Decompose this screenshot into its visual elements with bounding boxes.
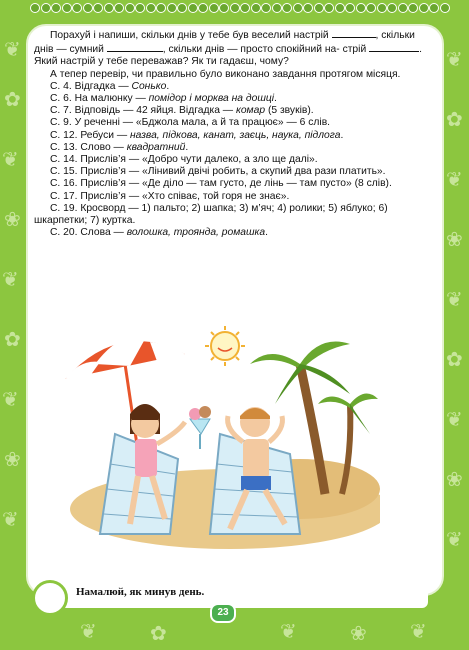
answer-italic: квадратний (126, 141, 186, 153)
answer-label: С. 20. Слова — (50, 227, 127, 239)
leaf-icon: ✿ (446, 349, 463, 371)
leaf-icon: ✿ (446, 109, 463, 131)
answer-rest: . (166, 80, 170, 92)
binder-ring (366, 3, 376, 13)
binder-ring (377, 3, 387, 13)
leaf-icon: ❦ (2, 509, 19, 531)
leaf-icon: ❀ (4, 449, 21, 471)
binder-ring (62, 3, 72, 13)
binder-ring (303, 3, 313, 13)
leaf-icon: ❦ (2, 149, 19, 171)
binder-ring (104, 3, 114, 13)
binder-ring (156, 3, 166, 13)
answer-label: С. 16. Прислів’я — «Де діло — там густо, де лінь — там пусто» (8 слів). (50, 178, 392, 190)
binder-ring (114, 3, 124, 13)
leaf-icon: ❀ (446, 469, 463, 491)
binder-ring (345, 3, 355, 13)
leaf-icon: ❦ (2, 269, 19, 291)
answer-line (34, 142, 428, 154)
leaf-icon: ❦ (446, 49, 463, 71)
leaf-icon: ❀ (446, 229, 463, 251)
leaf-icon: ❀ (350, 623, 367, 645)
drawing-circle[interactable] (32, 580, 68, 616)
answer-line (34, 93, 428, 105)
ring-binder (0, 0, 469, 16)
answer-line (34, 105, 428, 117)
binder-ring (219, 3, 229, 13)
answer-label: С. 12. Ребуси — (50, 129, 130, 141)
binder-ring (440, 3, 450, 13)
intro-line2a: скільки днів — сумний (34, 30, 415, 56)
leaf-icon: ❀ (4, 209, 21, 231)
binder-ring (209, 3, 219, 13)
leaf-icon: ✿ (4, 89, 21, 111)
answer-italic: волошка, троянда, ромашка (126, 227, 266, 239)
binder-ring (188, 3, 198, 13)
binder-ring (408, 3, 418, 13)
leaf-icon: ❦ (80, 621, 97, 643)
binder-ring (146, 3, 156, 13)
binder-ring (240, 3, 250, 13)
answer-line (34, 178, 428, 190)
binder-ring (177, 3, 187, 13)
answer-line (34, 203, 428, 227)
answer-line (34, 227, 428, 239)
leaf-icon: ❦ (446, 289, 463, 311)
binder-ring (293, 3, 303, 13)
binder-ring (272, 3, 282, 13)
leaf-icon: ❦ (2, 389, 19, 411)
answer-line (34, 191, 428, 203)
answer-line (34, 81, 428, 93)
answer-label: С. 14. Прислів’я — «Добро чути далеко, а зло ще далі». (50, 154, 318, 166)
leaf-icon: ❦ (446, 529, 463, 551)
answer-italic: Сонько (131, 80, 167, 92)
answer-label: С. 4. Відгадка — (50, 80, 132, 92)
body-text (34, 28, 428, 239)
binder-ring (251, 3, 261, 13)
answer-italic: помідор і морква на дошці (148, 93, 275, 105)
binder-ring (261, 3, 271, 13)
leaf-icon: ❦ (4, 39, 21, 61)
answer-blank[interactable] (332, 28, 376, 38)
binder-ring (419, 3, 429, 13)
leaf-icon: ❦ (410, 621, 427, 643)
leaf-icon: ✿ (150, 623, 167, 645)
answer-blank[interactable] (369, 42, 419, 52)
binder-ring (335, 3, 345, 13)
answer-label: С. 9. У реченні — «Бджола мала, а й та працює» — 6 слів. (50, 117, 331, 129)
answer-line (34, 154, 428, 166)
answer-label: С. 17. Прислів’я — «Хто співає, той горя не знає». (50, 190, 290, 202)
answer-rest: . (265, 227, 269, 239)
beach-illustration (60, 324, 380, 554)
binder-ring (83, 3, 93, 13)
answers-list (34, 81, 428, 240)
binder-ring (198, 3, 208, 13)
binder-ring (135, 3, 145, 13)
binder-ring (314, 3, 324, 13)
page-number-badge: 23 (210, 603, 236, 623)
leaf-icon: ❦ (446, 169, 463, 191)
answer-label: С. 15. Прислів’я — «Лінивий двічі робить, а скупий два рази платить». (50, 166, 386, 178)
answer-rest: . (274, 93, 277, 105)
binder-ring (93, 3, 103, 13)
binder-ring (324, 3, 334, 13)
binder-ring (72, 3, 82, 13)
binder-ring (41, 3, 51, 13)
answer-rest: . (340, 129, 344, 141)
answer-label: С. 19. Кросворд — 1) пальто; 2) шапка; 3) м’яч; 4) ролики; 5) яблуко; 6) шкарпетки; 7) куртка. (34, 202, 388, 227)
binder-ring (387, 3, 397, 13)
answer-rest: (5 звуків). (265, 105, 314, 117)
binder-ring (282, 3, 292, 13)
answer-line (34, 130, 428, 142)
footer-caption-bar (38, 578, 428, 608)
leaf-icon: ❦ (280, 621, 297, 643)
answer-rest: . (185, 141, 189, 153)
binder-ring (429, 3, 439, 13)
intro-line3b: . Який настрій у тебе переважав? Як ти гадаєш, чому? (34, 44, 422, 68)
leaf-icon: ✿ (4, 329, 21, 351)
ice-cream-icon (189, 406, 211, 449)
intro-line1: Порахуй і напиши, скільки днів у тебе був веселий настрій (50, 30, 329, 41)
check-intro: А тепер перевір, чи правильно було виконано завдання протягом місяця. (50, 68, 401, 80)
answer-line (34, 117, 428, 129)
intro-paragraph: Порахуй і напиши, скільки днів у тебе був веселий настрій , скільки днів — сумний , скільки днів — просто спокійний на- стрій . Який настрій у тебе переважав? Як ти гадаєш, чому? (34, 30, 422, 68)
answer-label: С. 7. Відповідь — 42 яйця. Відгадка — (50, 105, 236, 117)
binder-ring (125, 3, 135, 13)
footer-caption: Намалюй, як минув день. (76, 586, 205, 598)
binder-ring (30, 3, 40, 13)
binder-ring (167, 3, 177, 13)
binder-ring (230, 3, 240, 13)
binder-ring (356, 3, 366, 13)
answer-line (34, 166, 428, 178)
intro-line2b: , скільки днів — просто спокійний на- (162, 44, 340, 56)
leaf-icon: ❦ (446, 409, 463, 431)
intro-line3a: стрій (342, 44, 367, 56)
binder-ring (51, 3, 61, 13)
binder-ring (398, 3, 408, 13)
answer-italic: комар (235, 105, 266, 117)
answer-label: С. 13. Слово — (50, 141, 127, 153)
answer-label: С. 6. На малюнку — (50, 93, 149, 105)
answer-blank[interactable] (107, 42, 163, 52)
sun-icon (205, 326, 245, 366)
answer-italic: назва, підкова, канат, заєць, наука, підлога (129, 129, 341, 141)
